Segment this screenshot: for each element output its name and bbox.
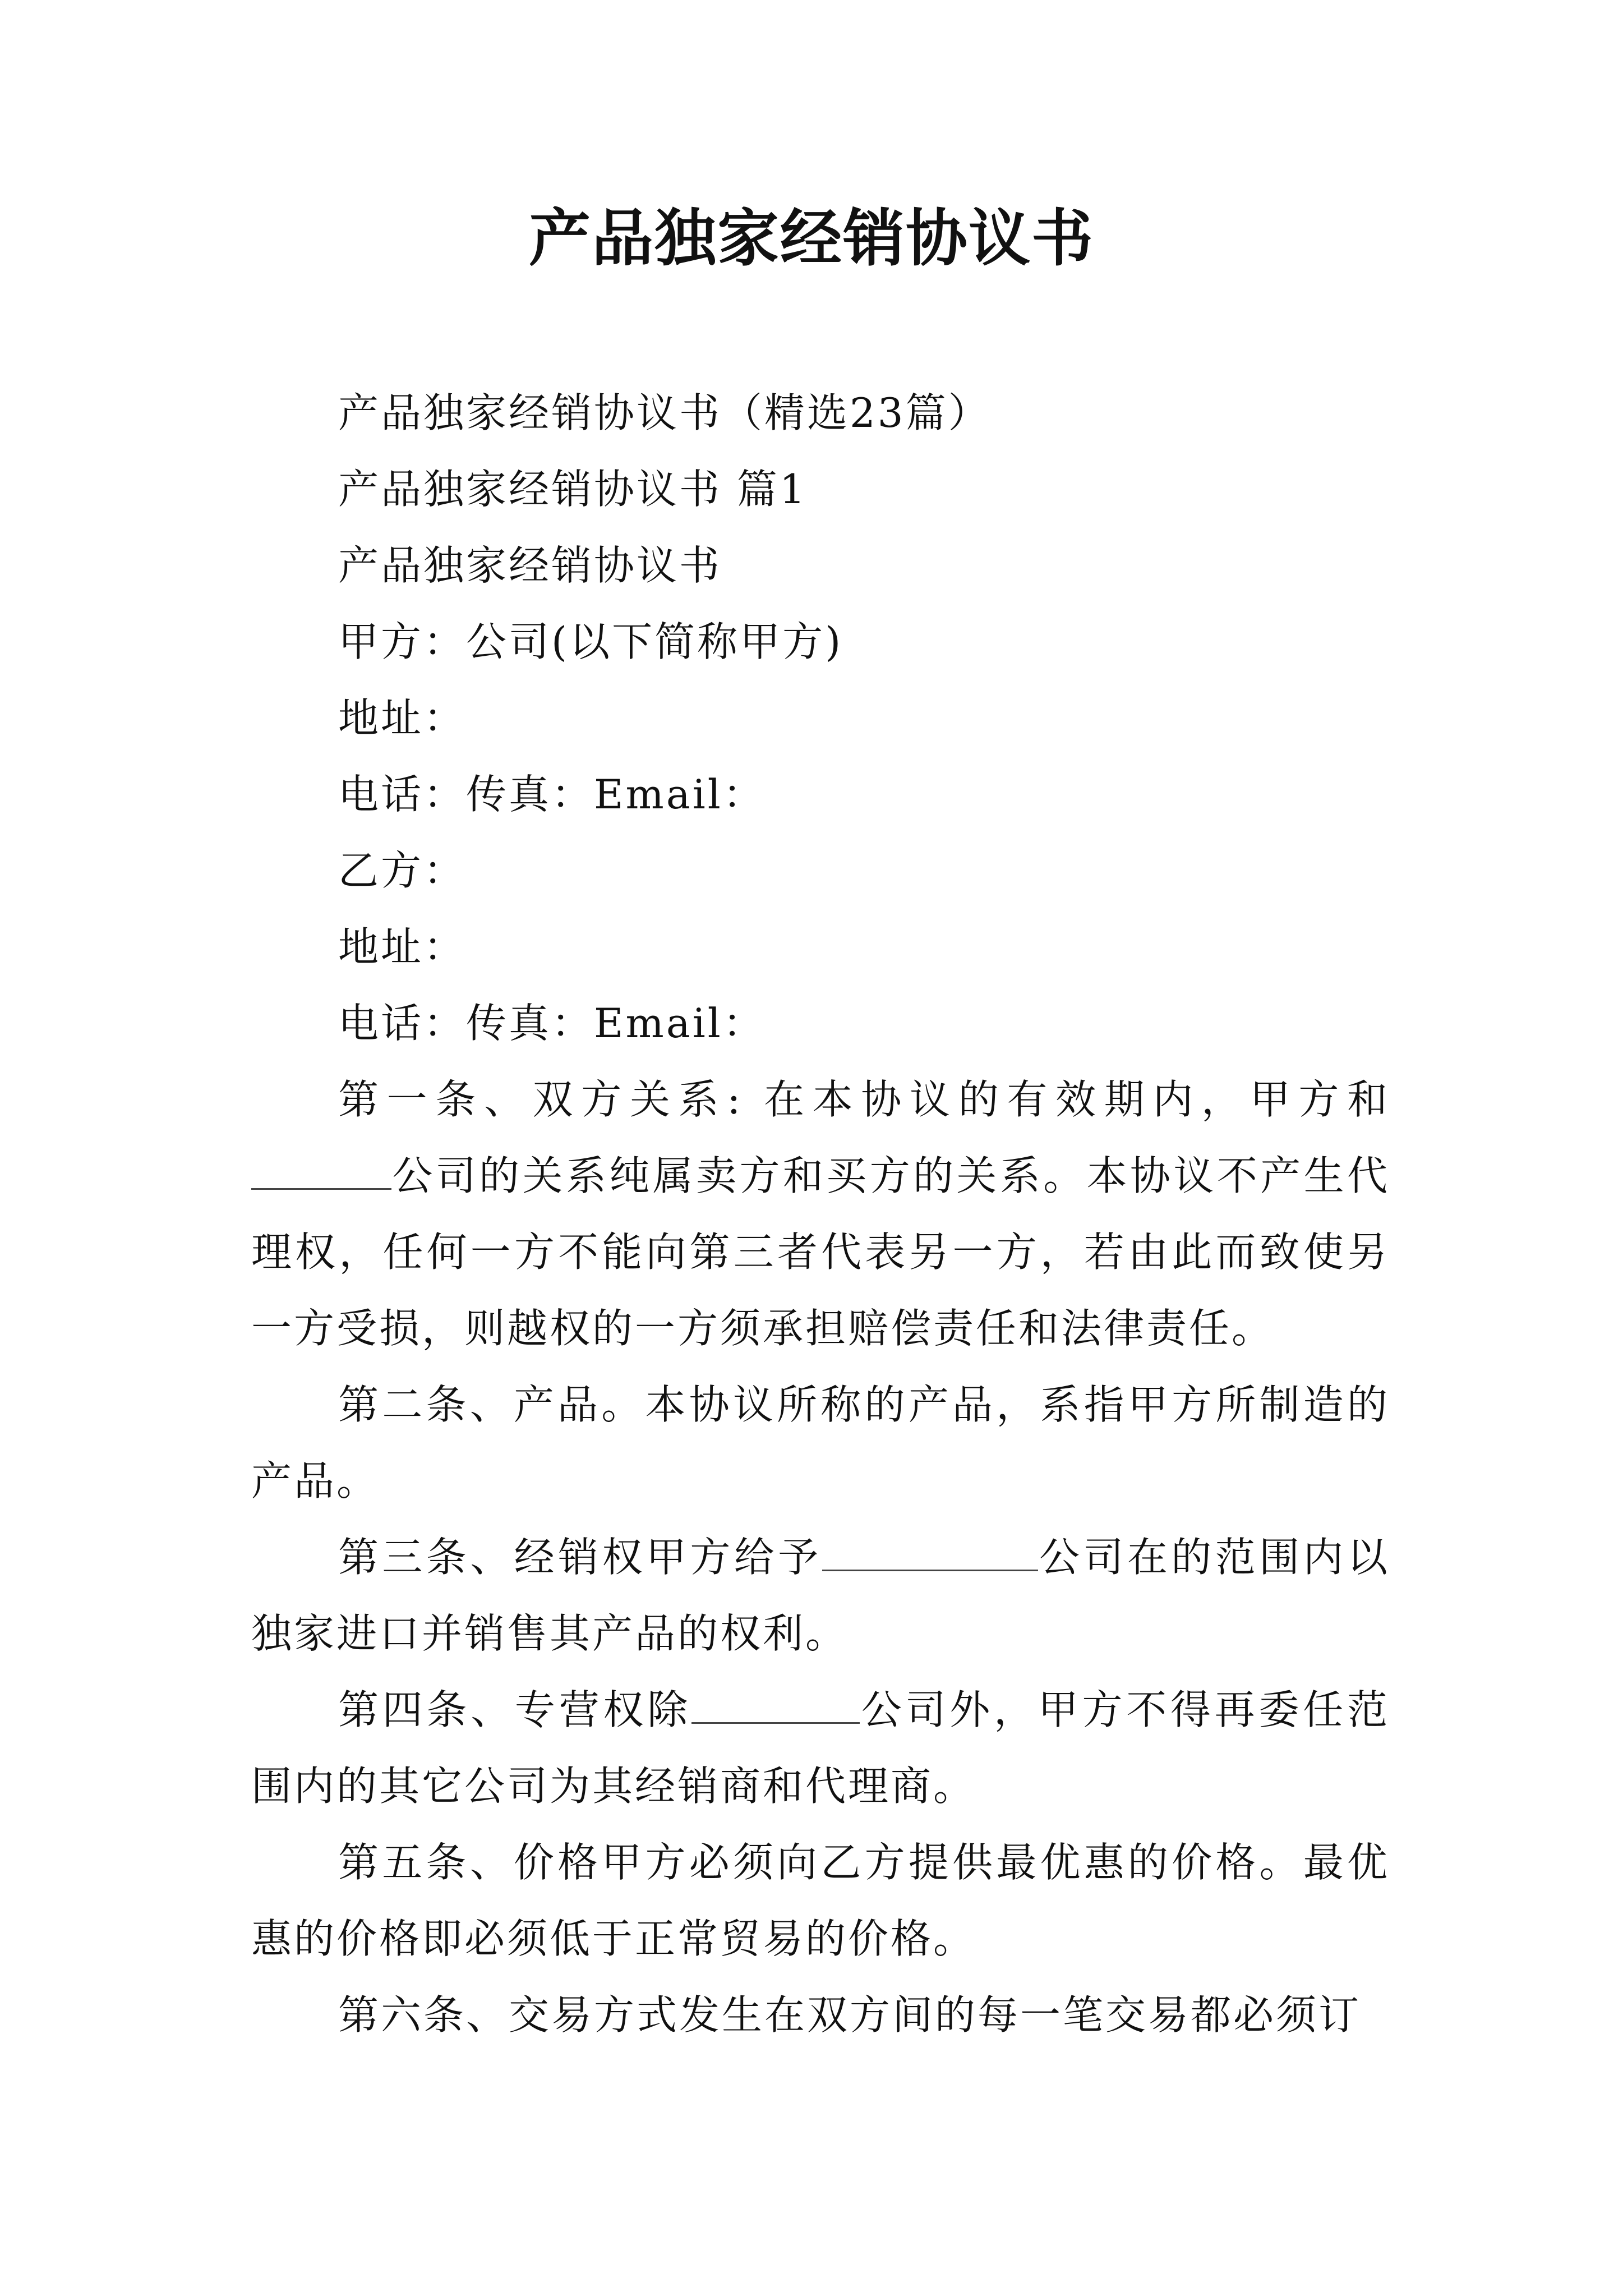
agreement-heading: 产品独家经销协议书	[338, 542, 722, 589]
article-1-blank	[251, 1156, 391, 1190]
party-b-address: 地址：	[338, 923, 467, 970]
article-3-blank	[822, 1537, 1038, 1571]
article-1-text-start: 第一条、双方关系: 在本协议的有效期内，甲方和	[338, 1076, 1390, 1123]
article-1	[251, 1061, 1390, 1366]
article-4	[251, 1672, 1390, 1824]
article-4-text-end: 公司外，甲方不得再委任范围内的其它公司为其经销商和代理商。	[251, 1686, 1390, 1810]
article-4-text-start: 第四条、专营权除	[338, 1686, 691, 1733]
article-3-text-start: 第三条、经销权甲方给予	[338, 1534, 822, 1581]
document-body	[251, 375, 1390, 2053]
article-1-text-end: 公司的关系纯属卖方和买方的关系。本协议不产生代理权，任何一方不能向第三者代表另一方，若由此而致使另一方受损，则越权的一方须承担赔偿责任和法律责任。	[251, 1152, 1390, 1352]
party-a-name: 甲方：公司(以下简称甲方)	[338, 618, 843, 665]
article-5: 第五条、价格甲方必须向乙方提供最优惠的价格。最优惠的价格即必须低于正常贸易的价格。	[251, 1839, 1390, 1962]
article-4-blank	[691, 1690, 860, 1724]
article-2: 第二条、产品。本协议所称的产品，系指甲方所制造的产品。	[251, 1381, 1390, 1504]
chapter-heading: 产品独家经销协议书 篇1	[338, 466, 808, 513]
article-3-text-end: 公司在的范围内以独家进口并销售其产品的权利。	[251, 1534, 1390, 1657]
document-title: 产品独家经销协议书	[529, 202, 1094, 274]
party-a-contact: 电话：传真：Email：	[338, 771, 766, 818]
article-6: 第六条、交易方式发生在双方间的每一笔交易都必须订	[338, 1991, 1362, 2039]
party-b-contact: 电话：传真：Email：	[338, 1000, 766, 1047]
subtitle-line: 产品独家经销协议书（精选23篇）	[338, 389, 991, 436]
article-3	[251, 1519, 1390, 1672]
party-a-address: 地址：	[338, 694, 467, 742]
party-b-name: 乙方：	[338, 847, 467, 894]
